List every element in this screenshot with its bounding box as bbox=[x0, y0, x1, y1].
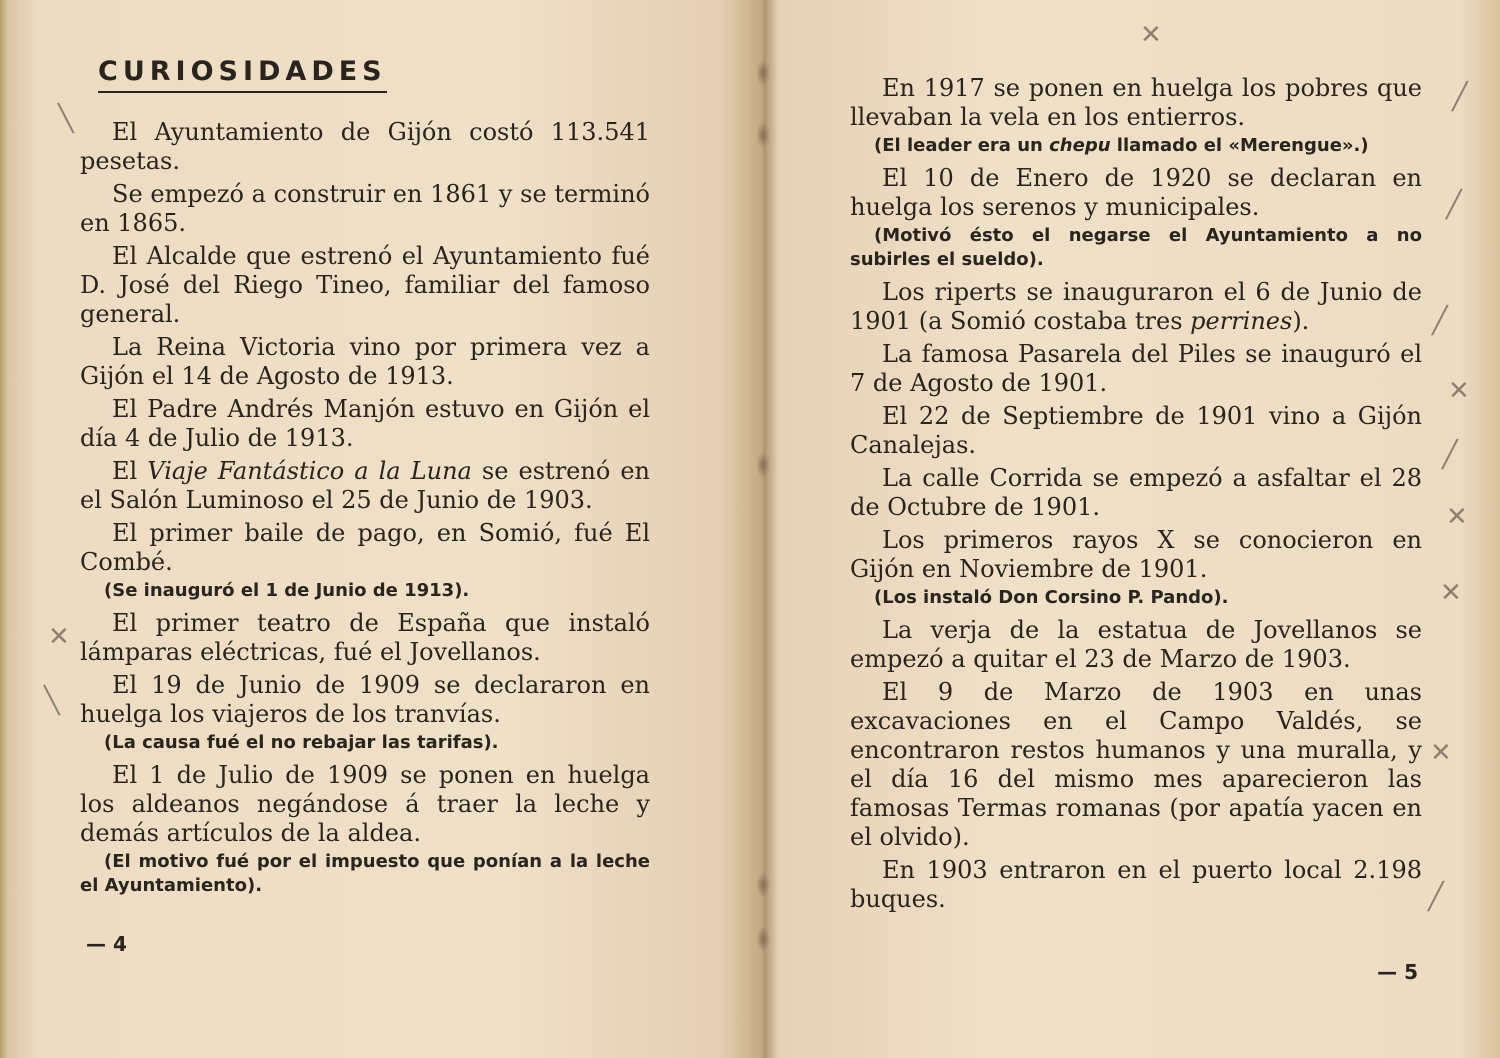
page-number: — 4 bbox=[86, 932, 127, 956]
entry-text: se estrenó en el Salón Luminoso el 25 de Junio de 1903. bbox=[80, 457, 651, 514]
film-title: Viaje Fantástico a la Luna bbox=[147, 457, 472, 485]
entry: La famosa Pasarela del Piles se inauguró el 7 de Agosto de 1901. bbox=[850, 340, 1422, 397]
pencil-mark-icon: ╱ bbox=[1428, 882, 1444, 912]
pencil-mark-icon: ╲ bbox=[58, 104, 74, 134]
entry: El 22 de Septiembre de 1901 vino a Gijón Canalejas. bbox=[850, 402, 1422, 459]
entry: Los primeros rayos X se conocieron en Gijón en Noviembre de 1901. bbox=[850, 526, 1422, 583]
entry: La calle Corrida se empezó a asfaltar el 28 de Octubre de 1901. bbox=[850, 464, 1422, 521]
entry: En 1903 entraron en el puerto local 2.198 buques. bbox=[850, 856, 1422, 913]
note-text: llamado el «Merengue».) bbox=[1110, 135, 1369, 156]
entry: El primer baile de pago, en Somió, fué El Combé. bbox=[80, 519, 650, 576]
pencil-mark-icon: ✕ bbox=[1446, 502, 1468, 532]
entry-text: ). bbox=[1292, 307, 1310, 335]
binding-stitch bbox=[756, 452, 770, 478]
entry-italic: perrines bbox=[1190, 307, 1293, 335]
entry: El primer teatro de España que instaló lámparas eléctricas, fué el Jovellanos. bbox=[80, 609, 650, 666]
pencil-mark-icon: ✕ bbox=[1448, 376, 1470, 406]
entry-note bbox=[850, 134, 1422, 158]
pencil-mark-icon: ╱ bbox=[1446, 190, 1462, 220]
binding-stitch bbox=[756, 60, 770, 86]
page-title: CURIOSIDADES bbox=[98, 56, 387, 93]
entry: En 1917 se ponen en huelga los pobres que llevaban la vela en los entierros. bbox=[850, 74, 1422, 131]
entry-list bbox=[80, 118, 650, 904]
entry-note: (Motivó ésto el negarse el Ayuntamiento a no subirles el sueldo). bbox=[850, 225, 1422, 270]
entry-note: (El motivo fué por el impuesto que ponían a la leche el Ayuntamiento). bbox=[80, 851, 650, 896]
pencil-mark-icon: ╱ bbox=[1452, 82, 1468, 112]
entry: El Padre Andrés Manjón estuvo en Gijón el día 4 de Julio de 1913. bbox=[80, 395, 650, 452]
pencil-mark-icon: ✕ bbox=[1440, 578, 1462, 608]
binding-stitch bbox=[756, 926, 770, 952]
pencil-mark-icon: ✕ bbox=[1140, 20, 1162, 50]
entry: Se empezó a construir en 1861 y se terminó en 1865. bbox=[80, 180, 650, 237]
entry-note: (Los instaló Don Corsino P. Pando). bbox=[874, 587, 1229, 608]
page-number: — 5 bbox=[1377, 960, 1418, 984]
entry-text: El bbox=[112, 457, 148, 485]
entry: El 9 de Marzo de 1903 en unas excavaciones en el Campo Valdés, se encontraron restos humanos y una muralla, y el día 16 del mismo mes aparecieron las famosas Termas romanas (por apatía yacen en el olvido). bbox=[850, 678, 1422, 851]
binding-stitch bbox=[756, 122, 770, 148]
entry: La verja de la estatua de Jovellanos se empezó a quitar el 23 de Marzo de 1903. bbox=[850, 616, 1422, 673]
pencil-mark-icon: ✕ bbox=[48, 622, 70, 652]
binding-stitch bbox=[756, 872, 770, 898]
entry bbox=[850, 278, 1422, 336]
pencil-mark-icon: ✕ bbox=[1430, 738, 1452, 768]
page-edge bbox=[0, 0, 8, 1058]
pencil-mark-icon: ╱ bbox=[1442, 440, 1458, 470]
entry: El 19 de Junio de 1909 se declararon en huelga los viajeros de los tranvías. bbox=[80, 671, 650, 728]
entry-note: (La causa fué el no rebajar las tarifas). bbox=[104, 732, 499, 753]
entry: El 1 de Julio de 1909 se ponen en huelga los aldeanos negándose á traer la leche y demás artículos de la aldea. bbox=[80, 761, 650, 847]
entry-list bbox=[850, 74, 1422, 914]
pencil-mark-icon: ╱ bbox=[1432, 306, 1448, 336]
entry-note: (Se inauguró el 1 de Junio de 1913). bbox=[104, 580, 470, 601]
note-italic: chepu bbox=[1049, 135, 1111, 156]
book-spine bbox=[748, 0, 778, 1058]
entry-text: Los riperts se inauguraron el 6 de Junio de 1901 (a Somió costaba tres bbox=[850, 278, 1422, 335]
entry: El 10 de Enero de 1920 se declaran en huelga los serenos y municipales. bbox=[850, 164, 1422, 221]
entry: El Ayuntamiento de Gijón costó 113.541 pesetas. bbox=[80, 118, 650, 175]
note-text: (El leader era un bbox=[874, 135, 1050, 156]
entry: La Reina Victoria vino por primera vez a Gijón el 14 de Agosto de 1913. bbox=[80, 333, 650, 390]
entry: El Alcalde que estrenó el Ayuntamiento fué D. José del Riego Tineo, familiar del famoso general. bbox=[80, 242, 650, 328]
left-page bbox=[80, 0, 650, 1058]
pencil-mark-icon: ╲ bbox=[44, 686, 60, 716]
entry bbox=[80, 457, 650, 515]
right-page bbox=[850, 0, 1422, 1058]
